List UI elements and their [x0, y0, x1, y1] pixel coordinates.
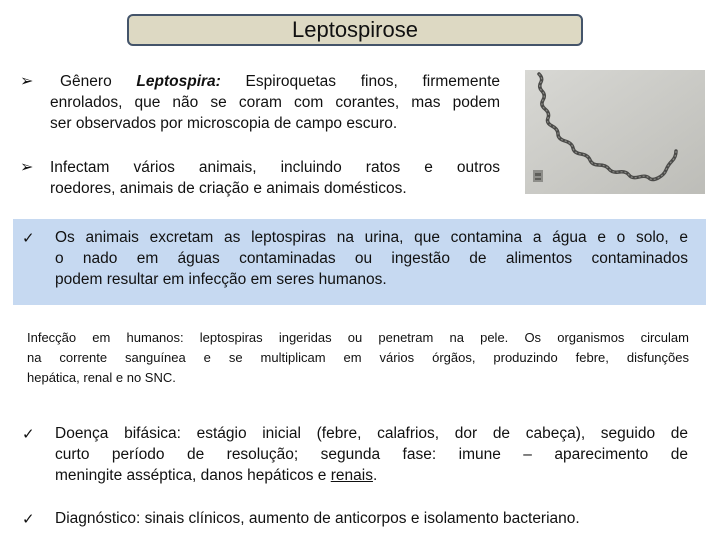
- genus-description: [50, 71, 500, 134]
- biphasic-line1: Doença bifásica: estágio inicial (febre, calafrios, dor de cabeça), seguido de: [55, 425, 688, 442]
- genus-prefix: Gênero: [60, 73, 137, 90]
- biphasic-line2: curto período de resolução; segunda fase: imune – aparecimento de: [55, 446, 688, 463]
- check-bullet-icon: ✓: [22, 230, 35, 247]
- genus-line3: ser observados por microscopia de campo escuro.: [50, 115, 398, 132]
- transmission-line3: podem resultar em infecção em seres humanos.: [55, 271, 387, 288]
- hosts-line1: Infectam vários animais, incluindo ratos e outros: [50, 159, 500, 176]
- biphasic-line3-end: .: [372, 467, 378, 484]
- biphasic-line3-start: meningite asséptica, danos hepáticos e: [55, 467, 331, 484]
- genus-name: Leptospira:: [136, 73, 221, 90]
- arrow-bullet-icon: ➢: [20, 159, 34, 176]
- check-bullet-icon: ✓: [22, 426, 35, 443]
- renais-underlined: renais: [330, 467, 373, 484]
- infection-line1: Infecção em humanos: leptospiras ingeridas ou penetram na pele. Os organismos circulam: [27, 330, 689, 345]
- infection-line2: na corrente sanguínea e se multiplicam em vários órgãos, produzindo febre, disfunções: [27, 350, 689, 365]
- check-bullet-icon: ✓: [22, 511, 35, 528]
- arrow-bullet-icon: ➢: [20, 73, 34, 90]
- hosts-description: [50, 157, 500, 199]
- slide-title: Leptospirose: [127, 14, 583, 46]
- transmission-line1: Os animais excretam as leptospiras na urina, que contamina a água e o solo, e: [55, 229, 688, 246]
- transmission-line2: o nado em águas contaminadas ou ingestão de alimentos contaminados: [55, 250, 688, 267]
- biphasic-line3: [55, 465, 688, 486]
- infection-line3: hepática, renal e no SNC.: [27, 370, 176, 385]
- infection-paragraph: [27, 328, 689, 388]
- hosts-line2: roedores, animais de criação e animais domésticos.: [50, 180, 407, 197]
- spirochete-image: [525, 70, 705, 194]
- leptospira-micrograph: [525, 70, 705, 194]
- transmission-text: [55, 227, 688, 290]
- diagnosis-line: Diagnóstico: sinais clínicos, aumento de anticorpos e isolamento bacteriano.: [55, 510, 580, 527]
- genus-line1: Espiroquetas finos, firmemente: [220, 73, 500, 90]
- diagnosis-text: [55, 508, 695, 529]
- genus-line2: enrolados, que não se coram com corantes, mas podem: [50, 94, 500, 111]
- biphasic-text: [55, 423, 688, 486]
